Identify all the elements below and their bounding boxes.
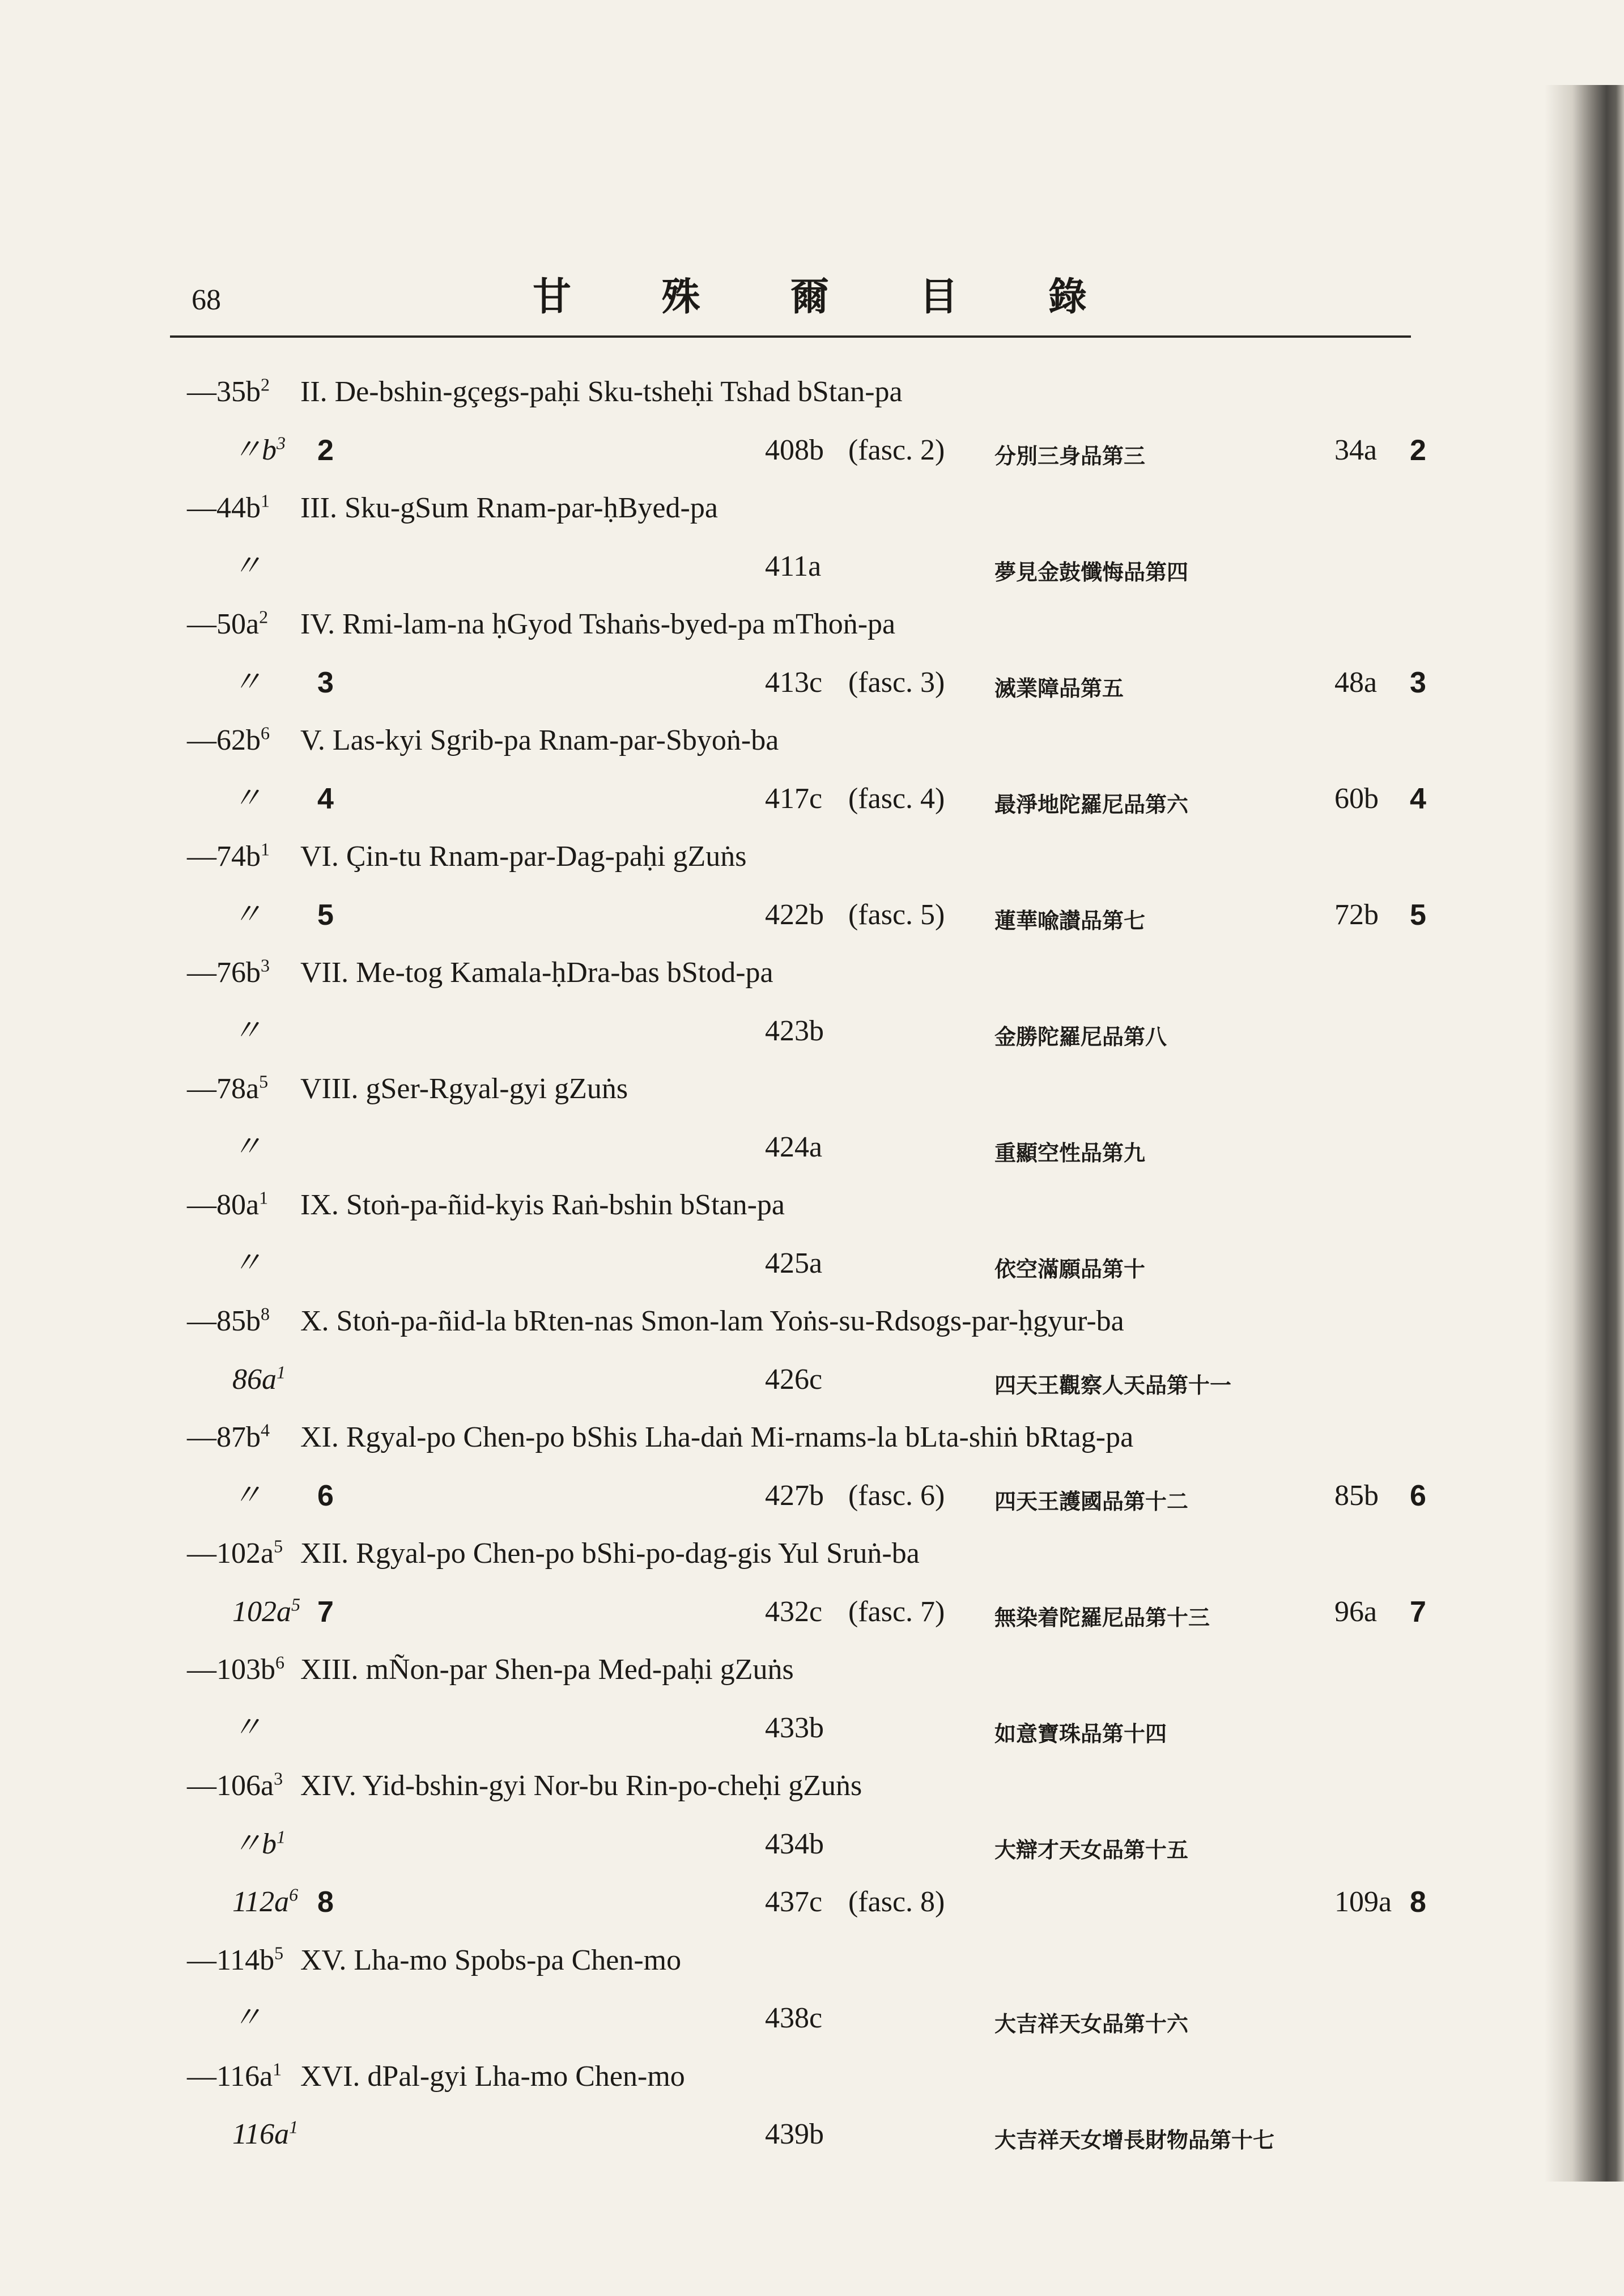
chapter-heading-row xyxy=(0,955,1624,994)
folio-location: $—102a^5$ xyxy=(187,1536,283,1570)
folio-line-superscript: 2 xyxy=(261,374,270,395)
reference-row xyxy=(0,1478,1624,1517)
secondary-reference: 60b xyxy=(1334,782,1379,815)
taisho-reference: 426c xyxy=(765,1363,823,1396)
chinese-chapter-title: 大辯才天女品第十五 xyxy=(994,1837,1189,1863)
ditto-mark: 〃 xyxy=(232,782,262,815)
secondary-reference: 72b xyxy=(1334,898,1379,931)
chapter-heading-row xyxy=(0,490,1624,530)
secondary-fascicle-number: 6 xyxy=(1410,1479,1426,1512)
chapter-heading-row xyxy=(0,1187,1624,1227)
chapter-title: XIV. Yid-bshin-gyi Nor-bu Rin-po-cheḥi gZuṅs xyxy=(300,1770,862,1802)
secondary-reference: 85b xyxy=(1334,1479,1379,1512)
folio-line-superscript: 5 xyxy=(274,1536,283,1557)
fascicle-label: (fasc. 5) xyxy=(848,898,945,931)
folio-location: $—35b^2$ xyxy=(187,374,270,408)
taisho-reference: 432c xyxy=(765,1595,823,1628)
folio-line-superscript: 3 xyxy=(277,432,286,453)
reference-row xyxy=(0,665,1624,704)
ditto-mark: 〃 xyxy=(232,1014,262,1047)
fascicle-label: (fasc. 7) xyxy=(848,1595,945,1628)
chapter-heading-row xyxy=(0,1942,1624,1982)
taisho-reference: 411a xyxy=(765,550,822,582)
chinese-chapter-title: 分別三身品第三 xyxy=(994,443,1146,469)
folio-line-superscript: 4 xyxy=(261,1419,270,1440)
taisho-reference: 439b xyxy=(765,2118,824,2150)
chapter-heading-row xyxy=(0,1652,1624,1691)
folio-location: $—85b^8$ xyxy=(187,1303,270,1337)
chapter-heading-row xyxy=(0,1071,1624,1111)
chapter-heading-row xyxy=(0,2059,1624,2098)
folio-location: $—76b^3$ xyxy=(187,955,270,989)
ditto-mark: $86a^1$ xyxy=(232,1362,286,1396)
folio-location: $—103b^6$ xyxy=(187,1652,284,1686)
chinese-chapter-title: 四天王觀察人天品第十一 xyxy=(994,1372,1232,1398)
secondary-fascicle-number: 7 xyxy=(1410,1595,1426,1629)
fascicle-label: (fasc. 2) xyxy=(848,433,945,466)
folio-line-superscript: 1 xyxy=(289,2116,299,2137)
reference-row xyxy=(0,2116,1624,2156)
chapter-heading-row xyxy=(0,1536,1624,1575)
chinese-chapter-title: 最淨地陀羅尼品第六 xyxy=(994,792,1189,817)
reference-row xyxy=(0,1594,1624,1634)
folio-line-superscript: 1 xyxy=(277,1826,286,1847)
chapter-title: XII. Rgyal-po Chen-po bShi-po-dag-gis Yul Sruṅ-ba xyxy=(300,1537,920,1570)
folio-line-superscript: 5 xyxy=(274,1942,284,1963)
chinese-chapter-title: 金勝陀羅尼品第八 xyxy=(994,1024,1167,1049)
title-char: 目 xyxy=(919,274,959,320)
chinese-chapter-title: 大吉祥天女品第十六 xyxy=(994,2012,1189,2036)
folio-line-superscript: 6 xyxy=(275,1652,284,1673)
ditto-mark: 〃 xyxy=(232,1247,262,1279)
reference-row xyxy=(0,1129,1624,1169)
folio-location: $—114b^5$ xyxy=(187,1942,284,1976)
chinese-chapter-title: 滅業障品第五 xyxy=(994,675,1124,701)
secondary-fascicle-number: 4 xyxy=(1410,782,1426,815)
fascicle-number: 4 xyxy=(317,782,334,815)
folio-line-superscript: 5 xyxy=(291,1594,300,1615)
chinese-chapter-title: 大吉祥天女增長財物品第十七 xyxy=(994,2128,1275,2153)
reference-row xyxy=(0,432,1624,472)
chapter-title: X. Stoṅ-pa-ñid-la bRten-nas Smon-lam Yoṅs-su-Rdsogs-par-ḥgyur-ba xyxy=(300,1305,1124,1337)
taisho-reference: 423b xyxy=(765,1014,824,1047)
ditto-mark: 〃 xyxy=(232,1130,262,1163)
folio-location: $—87b^4$ xyxy=(187,1419,270,1453)
folio-location: $—78a^5$ xyxy=(187,1071,269,1105)
chinese-chapter-title: 重顯空性品第九 xyxy=(994,1140,1146,1166)
title-char: 爾 xyxy=(790,274,830,320)
header-rule xyxy=(170,335,1411,338)
secondary-reference: 48a xyxy=(1334,666,1378,699)
ditto-mark: 〃 xyxy=(232,1479,262,1512)
chinese-chapter-title: 依空滿願品第十 xyxy=(994,1256,1146,1282)
ditto-mark: 〃$b^3$ xyxy=(232,432,286,466)
chapter-title: II. De-bshin-gçegs-paḥi Sku-tsheḥi Tshad bStan-pa xyxy=(300,376,903,408)
folio-location: $—50a^2$ xyxy=(187,606,269,640)
taisho-reference: 434b xyxy=(765,1827,824,1860)
fascicle-label: (fasc. 8) xyxy=(848,1886,945,1918)
ditto-mark: 〃$b^1$ xyxy=(232,1826,286,1860)
chapter-title: III. Sku-gSum Rnam-par-ḥByed-pa xyxy=(300,492,718,524)
chinese-chapter-title: 無染着陀羅尼品第十三 xyxy=(994,1605,1210,1630)
reference-row xyxy=(0,1710,1624,1750)
fascicle-label: (fasc. 3) xyxy=(848,666,945,699)
folio-line-superscript: 3 xyxy=(261,955,270,976)
chapter-heading-row xyxy=(0,1768,1624,1808)
ditto-mark: 〃 xyxy=(232,2002,262,2034)
chapter-title: XI. Rgyal-po Chen-po bShis Lha-daṅ Mi-rnams-la bLta-shiṅ bRtag-pa xyxy=(300,1421,1134,1453)
chapter-title: IV. Rmi-lam-na ḥGyod Tshaṅs-byed-pa mThoṅ-pa xyxy=(300,608,896,640)
chapter-heading-row xyxy=(0,839,1624,878)
folio-line-superscript: 1 xyxy=(261,490,270,511)
chapter-title: VI. Çin-tu Rnam-par-Dag-paḥi gZuṅs xyxy=(300,840,747,873)
secondary-reference: 109a xyxy=(1334,1886,1392,1918)
title-char: 甘 xyxy=(533,274,573,320)
ditto-mark: 〃 xyxy=(232,550,262,582)
ditto-mark: $112a^6$ xyxy=(232,1884,299,1918)
chapter-heading-row xyxy=(0,1419,1624,1459)
chapter-heading-row xyxy=(0,606,1624,646)
chapter-heading-row xyxy=(0,722,1624,762)
taisho-reference: 437c xyxy=(765,1886,823,1918)
chinese-chapter-title: 如意寶珠品第十四 xyxy=(994,1721,1167,1746)
folio-line-superscript: 5 xyxy=(259,1071,269,1092)
folio-location: $—80a^1$ xyxy=(187,1187,269,1221)
taisho-reference: 433b xyxy=(765,1711,824,1744)
taisho-reference: 425a xyxy=(765,1247,823,1279)
secondary-fascicle-number: 2 xyxy=(1410,433,1426,467)
taisho-reference: 417c xyxy=(765,782,823,815)
folio-line-superscript: 6 xyxy=(261,722,270,743)
ditto-mark: 〃 xyxy=(232,1711,262,1744)
folio-location: $—116a^1$ xyxy=(187,2059,282,2093)
taisho-reference: 424a xyxy=(765,1130,823,1163)
taisho-reference: 427b xyxy=(765,1479,824,1512)
folio-location: $—74b^1$ xyxy=(187,839,270,873)
reference-row xyxy=(0,1362,1624,1401)
page-title xyxy=(533,266,1088,321)
reference-row xyxy=(0,1013,1624,1053)
reference-row xyxy=(0,1826,1624,1866)
folio-line-superscript: 1 xyxy=(259,1187,269,1208)
folio-line-superscript: 2 xyxy=(259,606,269,627)
chapter-heading-row xyxy=(0,1303,1624,1343)
fascicle-number: 2 xyxy=(317,433,334,467)
title-char: 錄 xyxy=(1048,274,1088,320)
secondary-fascicle-number: 5 xyxy=(1410,898,1426,932)
ditto-mark: $116a^1$ xyxy=(232,2116,299,2150)
taisho-reference: 422b xyxy=(765,898,824,931)
taisho-reference: 413c xyxy=(765,666,823,699)
folio-location: $—106a^3$ xyxy=(187,1768,283,1802)
fascicle-number: 6 xyxy=(317,1479,334,1512)
chinese-chapter-title: 夢見金鼓懺悔品第四 xyxy=(994,559,1189,585)
chinese-chapter-title: 四天王護國品第十二 xyxy=(994,1489,1189,1514)
ditto-mark: 〃 xyxy=(232,898,262,931)
chapter-title: XV. Lha-mo Spobs-pa Chen-mo xyxy=(300,1944,682,1976)
folio-location: $—44b^1$ xyxy=(187,490,270,524)
chapter-title: V. Las-kyi Sgrib-pa Rnam-par-Sbyoṅ-ba xyxy=(300,724,779,756)
reference-row xyxy=(0,1884,1624,1924)
fascicle-number: 7 xyxy=(317,1595,334,1629)
fascicle-label: (fasc. 6) xyxy=(848,1479,945,1512)
folio-line-superscript: 8 xyxy=(261,1303,270,1324)
secondary-reference: 34a xyxy=(1334,433,1378,466)
folio-line-superscript: 1 xyxy=(261,839,270,860)
secondary-fascicle-number: 3 xyxy=(1410,666,1426,699)
fascicle-number: 8 xyxy=(317,1886,334,1919)
chapter-title: VII. Me-tog Kamala-ḥDra-bas bStod-pa xyxy=(300,956,773,989)
fascicle-number: 5 xyxy=(317,898,334,932)
taisho-reference: 438c xyxy=(765,2002,823,2034)
secondary-reference: 96a xyxy=(1334,1595,1378,1628)
fascicle-label: (fasc. 4) xyxy=(848,782,945,815)
folio-line-superscript: 1 xyxy=(273,2059,282,2080)
fascicle-number: 3 xyxy=(317,666,334,699)
ditto-mark: $102a^5$ xyxy=(232,1594,300,1628)
secondary-fascicle-number: 8 xyxy=(1410,1886,1426,1919)
chapter-heading-row xyxy=(0,374,1624,414)
reference-row xyxy=(0,1245,1624,1285)
chinese-chapter-title: 蓮華喩讃品第七 xyxy=(994,908,1146,933)
page-number: 68 xyxy=(192,284,221,316)
reference-row xyxy=(0,897,1624,937)
folio-line-superscript: 6 xyxy=(289,1884,299,1905)
folio-line-superscript: 3 xyxy=(274,1768,283,1789)
folio-location: $—62b^6$ xyxy=(187,722,270,756)
chapter-title: XIII. mÑon-par Shen-pa Med-paḥi gZuṅs xyxy=(300,1653,794,1686)
folio-line-superscript: 1 xyxy=(277,1362,286,1383)
taisho-reference: 408b xyxy=(765,433,824,466)
ditto-mark: 〃 xyxy=(232,666,262,699)
reference-row xyxy=(0,781,1624,820)
chapter-title: VIII. gSer-Rgyal-gyi gZuṅs xyxy=(300,1073,628,1105)
chapter-title: IX. Stoṅ-pa-ñid-kyis Raṅ-bshin bStan-pa xyxy=(300,1189,785,1221)
reference-row xyxy=(0,549,1624,588)
chapter-title: XVI. dPal-gyi Lha-mo Chen-mo xyxy=(300,2060,685,2093)
reference-row xyxy=(0,2000,1624,2040)
title-char: 殊 xyxy=(661,274,702,320)
